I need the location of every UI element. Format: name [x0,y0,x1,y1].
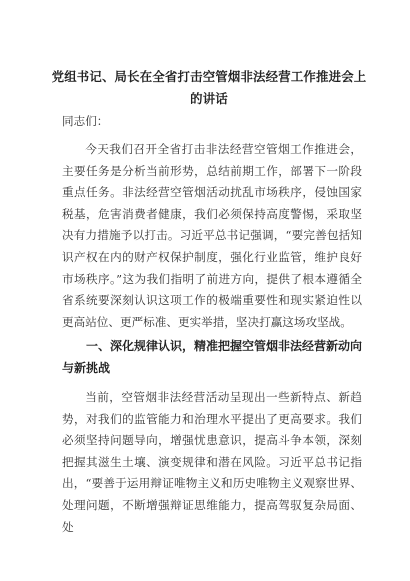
section-heading: 一、深化规律认识，精准把握空管烟非法经营新动向与新挑战 [62,339,363,375]
document-title: 党组书记、局长在全省打击空管烟非法经营工作推进会上的讲话 [51,69,367,106]
body-paragraph: 当前，空管烟非法经营活动呈现出一些新特点、新趋势，对我们的监管能力和治理水平提出了更高要求。我们必须坚持问题导向，增强忧患意识，提高斗争本领，深刻把握其滋生土壤、演变规律和潜在风险。习近平总书记指出，“要善于运用辩证唯物主义和历史唯物主义观察世界、处理问题，不断增强辩证思维能力，提高驾驭复杂局面、处 [62,390,362,534]
salutation: 同志们： [62,114,109,128]
body-paragraph: 今天我们召开全省打击非法经营空管烟工作推进会，主要任务是分析当前形势，总结前期工作，部署下一阶段重点任务。非法经营空管烟活动扰乱市场秩序，侵蚀国家税基，危害消费者健康，我们必须保持高度警惕，采取坚决有力措施予以打击。习近平总书记强调，“要完善包括知识产权在内的财产权保护制度，强化行业监管，维护良好市场秩序。”这为我们指明了前进方向，提供了根本遵循全省系统要深刻认识这项工作的极端重要性和现实紧迫性以更高站位、更严标准、更实举措，坚决打赢这场攻坚战。 [62,142,362,329]
